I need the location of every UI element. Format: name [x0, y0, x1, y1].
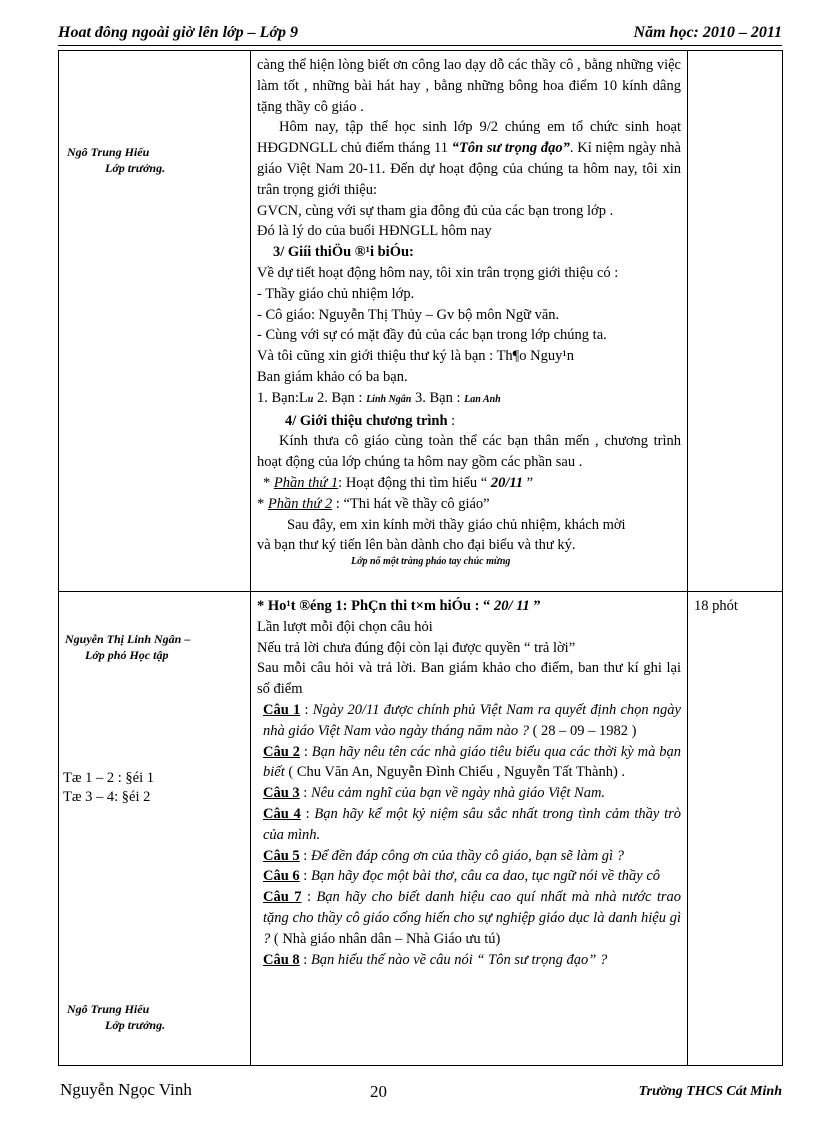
content-cell [251, 592, 688, 1066]
table-row [59, 51, 783, 592]
header-school-year: Năm học: 2010 – 2011 [633, 24, 782, 41]
page-footer [58, 1080, 782, 1104]
jury-line: 1. Bạn:Lu 2. Bạn : Linh Ngân 3. Bạn : Lan Anh [257, 389, 501, 406]
paragraph: và bạn thư ký tiến lên bàn dành cho đại biểu và thư ký. [257, 537, 576, 554]
paragraph: Nếu trả lời chưa đúng đội còn lại được quyền “ trả lời” [257, 639, 576, 656]
paragraph: Về dự tiết hoạt động hôm nay, tôi xin trân trọng giới thiệu có : [257, 264, 619, 281]
school-name: Trường THCS Cát Minh [638, 1084, 782, 1099]
paragraph: Sau mỗi câu hỏi và trả lời. Ban giám khảo cho điểm, ban thư kí ghi lại số điểm [257, 660, 681, 698]
section-heading: 3/ Giíi thiÖu ®¹i biÓu: [273, 244, 414, 261]
section-heading: 4/ Giới thiệu chương trình : [285, 412, 456, 429]
paragraph: Sau đây, em xin kính mời thầy giáo chủ nhiệm, khách mời [287, 516, 626, 533]
paragraph: GVCN, cùng với sự tham gia đông đủ của các bạn trong lớp . [257, 202, 614, 219]
paragraph: Ban giám khảo có ba bạn. [257, 368, 408, 385]
question: Câu 1 : Ngày 20/11 được chính phủ Việt Nam ra quyết định chọn ngày nhà giáo Việt Nam vào ngày tháng năm nào ? ( 28 – 09 – 1982 ) [263, 701, 681, 739]
header-left-title: Hoat đông ngoài giờ lên lớp – Lớp 9 [58, 24, 298, 41]
question: Câu 5 : Để đền đáp công ơn của thầy cô giáo, bạn sẽ làm gì ? [263, 847, 624, 864]
question: Câu 2 : Bạn hãy nêu tên các nhà giáo tiêu biểu qua các thời kỳ mà bạn biết ( Chu Văn An, Nguyễn Đình Chiểu , Nguyễn Tất Thành) . [263, 743, 682, 781]
presenter-name: Nguyễn Thị Linh Ngân – [65, 632, 191, 646]
presenter-cell [59, 51, 251, 592]
duration: 18 phót [694, 598, 738, 614]
paragraph: - Thầy giáo chủ nhiệm lớp. [257, 285, 415, 302]
paragraph: Lần lượt mỗi đội chọn câu hỏi [257, 618, 433, 635]
paragraph: Và tôi cũng xin giới thiệu thư ký là bạn : Th¶o Nguy¹n [257, 348, 574, 365]
time-cell [688, 592, 783, 1066]
time-cell [688, 51, 783, 592]
team-assignment: Tæ 1 – 2 : §éi 1 [63, 770, 155, 786]
page-header [58, 20, 782, 46]
stage-note: Lớp nổ một tràng pháo tay chúc mừng [351, 556, 511, 568]
presenter-role: Lớp phó Học tập [85, 648, 169, 662]
presenter-name: Ngô Trung Hiếu [67, 1002, 150, 1016]
paragraph: - Cô giáo: Nguyễn Thị Thủy – Gv bộ môn Ngữ văn. [257, 306, 560, 323]
presenter-cell [59, 592, 251, 1066]
table-row [59, 592, 783, 1066]
question: Câu 6 : Bạn hãy đọc một bài thơ, câu ca dao, tục ngữ nói về thầy cô [263, 868, 661, 885]
question: Câu 7 : Bạn hãy cho biết danh hiệu cao quí nhất mà nhà nước trao tặng cho thầy cô giáo cống hiến cho sự nghiệp giáo dục là danh hiệu gì ? ( Nhà giáo nhân dân – Nhà Giáo ưu tú) [263, 889, 682, 947]
paragraph: Hôm nay, tập thể học sinh lớp 9/2 chúng em tổ chức sinh hoạt HĐGDNGLL chủ điểm tháng 11 “Tôn sư trọng đạo”. Kỉ niệm ngày nhà giáo Việt Nam 20-11. Đến dự hoạt động của chúng ta hôm nay, tôi xin trân trọng giới thiệu: [257, 119, 681, 198]
activity-title: * Ho¹t ®éng 1: PhÇn thi t×m hiÓu : “ 20/ 11 ” [257, 598, 541, 614]
presenter-role: Lớp trưởng. [105, 161, 166, 175]
program-part-2: * Phần thứ 2 : “Thi hát về thầy cô giáo” [257, 495, 490, 512]
question: Câu 8 : Bạn hiểu thế nào về câu nói “ Tôn sư trọng đạo” ? [263, 951, 608, 968]
question: Câu 4 : Bạn hãy kể một kỷ niệm sâu sắc nhất trong tình cảm thầy trò của mình. [263, 805, 681, 843]
presenter-role: Lớp trưởng. [105, 1018, 166, 1032]
paragraph: - Cùng với sự có mặt đầy đủ của các bạn trong lớp chúng ta. [257, 327, 607, 344]
content-cell [251, 51, 688, 592]
team-assignment: Tæ 3 – 4: §éi 2 [63, 789, 151, 805]
page-number: 20 [370, 1082, 387, 1101]
presenter-name: Ngô Trung Hiếu [67, 145, 150, 159]
paragraph: càng thể hiện lòng biết ơn công lao dạy dỗ các thầy cô , bằng những việc làm tốt , những bài hát hay , bằng những bông hoa điểm 10 kính dâng tặng thầy cô giáo . [257, 57, 681, 115]
paragraph: Kính thưa cô giáo cùng toàn thể các bạn thân mến , chương trình hoạt động của lớp chúng ta hôm nay gồm các phần sau . [257, 433, 681, 471]
activity-table [58, 50, 783, 1066]
paragraph: Đó là lý do của buổi HĐNGLL hôm nay [257, 223, 492, 240]
program-part-1: * Phần thứ 1: Hoạt động thi tìm hiểu “ 20/11 ” [263, 474, 534, 491]
author-name: Nguyễn Ngọc Vinh [60, 1080, 192, 1099]
header-rule [58, 45, 782, 46]
question: Câu 3 : Nêu cảm nghĩ của bạn về ngày nhà giáo Việt Nam. [263, 785, 606, 802]
